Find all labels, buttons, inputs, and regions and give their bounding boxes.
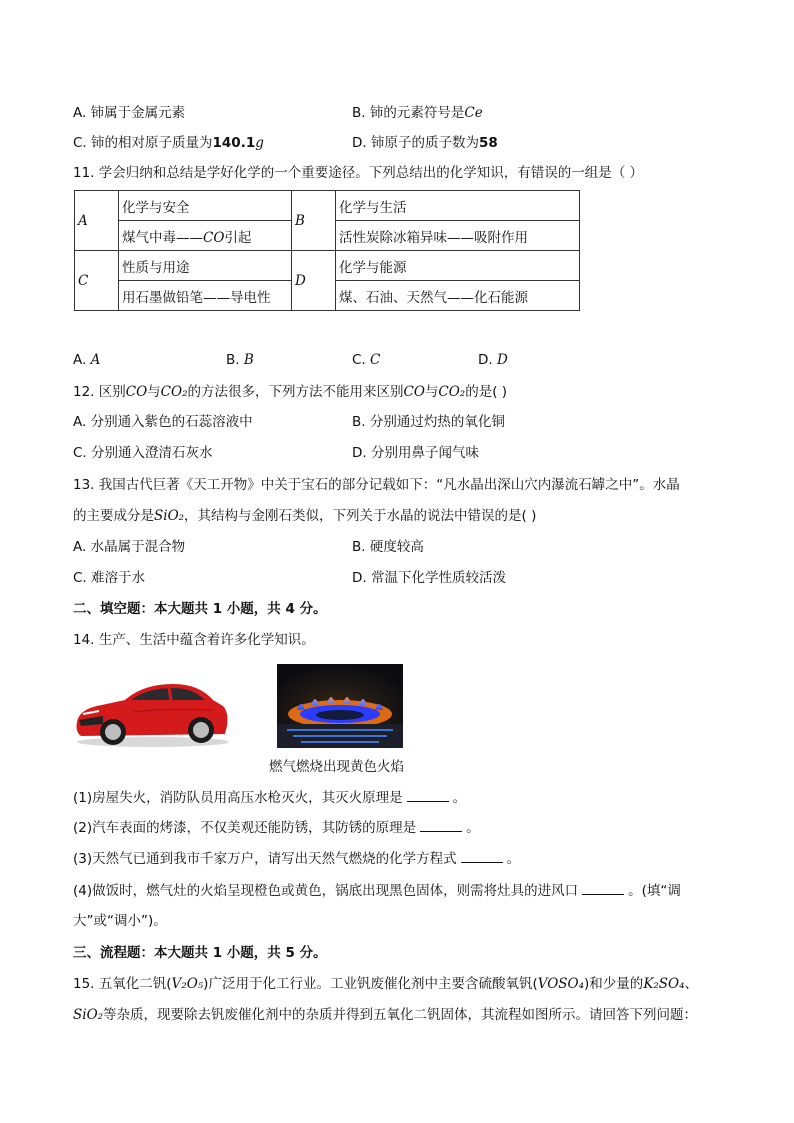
table-cell-c-body: 用石墨做铅笔——导电性: [119, 281, 292, 311]
q14-part-4: (4)做饭时，燃气灶的火焰呈现橙色或黄色，锅底出现黑色固体，则需将灶具的进风口 。(填“调: [73, 883, 681, 899]
table-label-a: A: [75, 191, 119, 251]
q13-option-d: D. 常温下化学性质较活泼: [352, 570, 506, 586]
q13-option-c: C. 难溶于水: [73, 570, 146, 586]
q14-part-4-line2: 大”或“调小”)。: [73, 913, 167, 929]
q15-stem-line2: SiO₂等杂质，现要除去钒废催化剂中的杂质并得到五氧化二钒固体，其流程如图所示。请回答下列问题：: [73, 1007, 698, 1023]
answer-blank[interactable]: [407, 789, 449, 802]
q12-option-b: B. 分别通过灼热的氧化铜: [352, 414, 505, 430]
q14-stem: 14. 生产、生活中蕴含着许多化学知识。: [73, 632, 315, 648]
q13-option-b: B. 硬度较高: [352, 539, 424, 555]
q14-part-2: (2)汽车表面的烤漆，不仅美观还能防锈，其防锈的原理是 。: [73, 820, 480, 836]
section-3-heading: 三、流程题：本大题共 1 小题，共 5 分。: [73, 945, 327, 961]
table-cell-d-title: 化学与能源: [336, 251, 580, 281]
red-car-image: [73, 676, 231, 748]
table-label-c: C: [75, 251, 119, 311]
table-label-b: B: [292, 191, 336, 251]
q12-option-c: C. 分别通入澄清石灰水: [73, 445, 213, 461]
q11-option-d: D. D: [478, 352, 508, 368]
q14-part-1: (1)房屋失火，消防队员用高压水枪灭火，其灭火原理是 。: [73, 790, 467, 806]
q11-stem: 11. 学会归纳和总结是学好化学的一个重要途径。下列总结出的化学知识，有错误的一组是（ ）: [73, 165, 644, 181]
answer-blank[interactable]: [582, 882, 624, 895]
q11-option-b: B. B: [226, 352, 254, 368]
q14-part-3: (3)天然气已通到我市千家万户，请写出天然气燃烧的化学方程式 。: [73, 851, 521, 867]
flame-image-caption: 燃气燃烧出现黄色火焰: [269, 759, 404, 775]
table-cell-b-title: 化学与生活: [336, 191, 580, 221]
q10-option-a: A. 铈属于金属元素: [73, 105, 186, 121]
q15-stem-line1: 15. 五氧化二钒(V₂O₅)广泛用于化工行业。工业钒废催化剂中主要含硫酸氧钒(VOSO₄)和少量的K₂SO₄、: [73, 976, 699, 992]
q13-stem-line1: 13. 我国古代巨著《天工开物》中关于宝石的部分记载如下：“凡水晶出深山穴内瀑流石罅之中”。水晶: [73, 477, 680, 493]
table-cell-b-body: 活性炭除冰箱异味——吸附作用: [336, 221, 580, 251]
answer-blank[interactable]: [461, 850, 503, 863]
q10-option-c: C. 铈的相对原子质量为140.1g: [73, 135, 264, 151]
table-label-d: D: [292, 251, 336, 311]
q12-option-a: A. 分别通入紫色的石蕊溶液中: [73, 414, 253, 430]
table-cell-a-title: 化学与安全: [119, 191, 292, 221]
q10-option-d: D. 铈原子的质子数为58: [352, 135, 498, 151]
q10-option-b: B. 铈的元素符号是Ce: [352, 105, 483, 121]
q11-option-c: C. C: [352, 352, 381, 368]
q11-option-a: A. A: [73, 352, 101, 368]
q11-knowledge-table: [74, 190, 580, 311]
q13-stem-line2: 的主要成分是SiO₂，其结构与金刚石类似，下列关于水晶的说法中错误的是( ): [73, 508, 537, 524]
gas-flame-image: [277, 664, 403, 748]
q12-option-d: D. 分别用鼻子闻气味: [352, 445, 479, 461]
q12-stem: 12. 区别CO与CO₂的方法很多，下列方法不能用来区别CO与CO₂的是( ): [73, 384, 508, 400]
table-cell-c-title: 性质与用途: [119, 251, 292, 281]
table-cell-d-body: 煤、石油、天然气——化石能源: [336, 281, 580, 311]
answer-blank[interactable]: [420, 819, 462, 832]
section-2-heading: 二、填空题：本大题共 1 小题，共 4 分。: [73, 601, 327, 617]
q13-option-a: A. 水晶属于混合物: [73, 539, 186, 555]
table-cell-a-body: 煤气中毒——CO引起: [119, 221, 292, 251]
